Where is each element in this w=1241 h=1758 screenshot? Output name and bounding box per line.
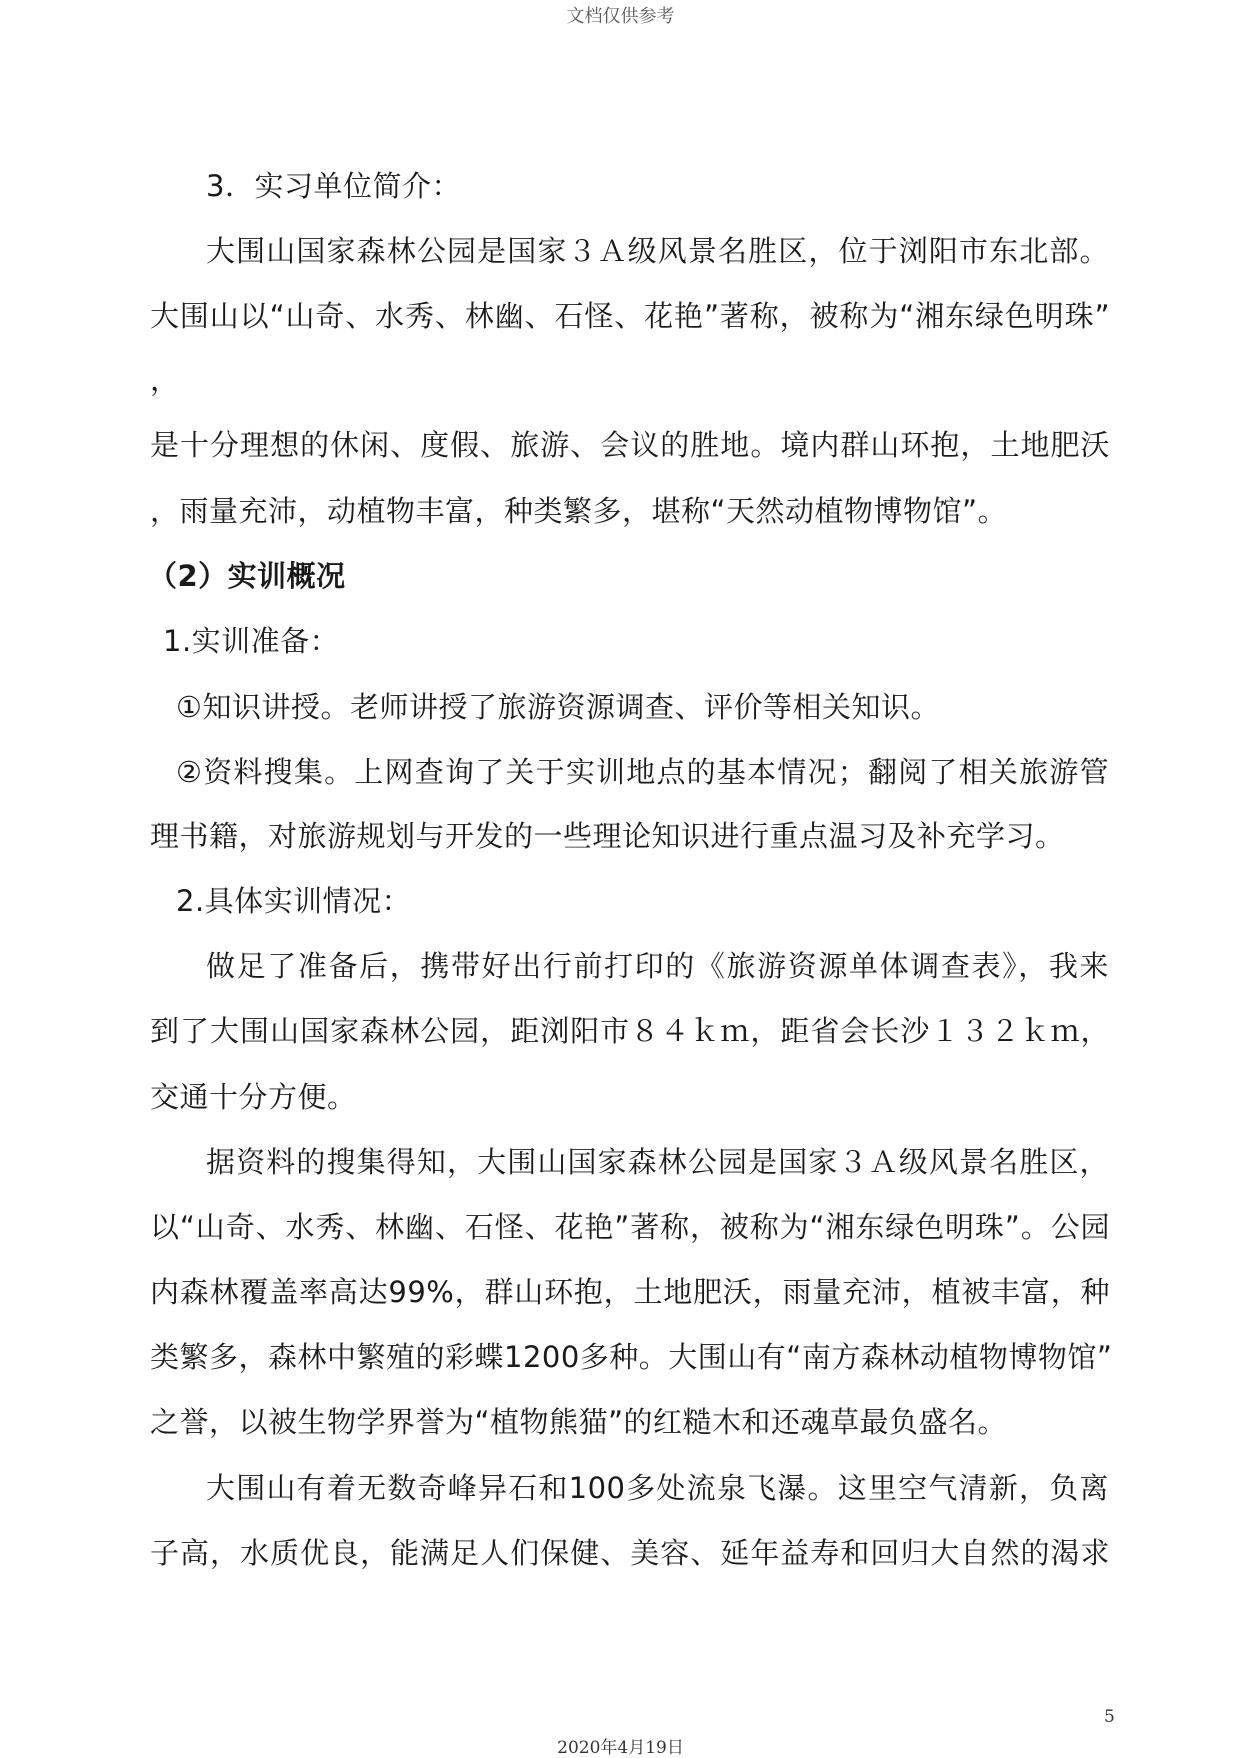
page-number: 5: [1104, 1707, 1115, 1727]
text-line: 3．实习单位简介：: [206, 169, 461, 203]
text-line: 之誉，以被生物学界誉为“植物熊猫”的红糙木和还魂草最负盛名。: [150, 1405, 1008, 1439]
section-heading: （2）实训概况: [148, 559, 346, 593]
text-line: 1.实训准备：: [163, 624, 340, 658]
text-line: 2.具体实训情况：: [176, 884, 412, 918]
text-line: 到了大围山国家森林公园，距浏阳市８４ｋｍ，距省会长沙１３２ｋｍ，: [150, 1014, 1110, 1048]
text-line: ，: [150, 363, 180, 397]
text-line: 以“山奇、水秀、林幽、石怪、花艳”著称，被称为“湘东绿色明珠”。公园: [150, 1210, 1110, 1244]
text-line: 大围山以“山奇、水秀、林幽、石怪、花艳”著称，被称为“湘东绿色明珠”: [150, 299, 1110, 333]
text-line: 内森林覆盖率高达99%，群山环抱，土地肥沃，雨量充沛，植被丰富，种: [150, 1275, 1110, 1309]
text-line: 据资料的搜集得知，大围山国家森林公园是国家３Ａ级风景名胜区，: [206, 1145, 1109, 1179]
text-line: ，雨量充沛，动植物丰富，种类繁多，堪称“天然动植物博物馆”。: [150, 494, 1008, 528]
text-line: 大围山国家森林公园是国家３Ａ级风景名胜区，位于浏阳市东北部。: [206, 234, 1109, 268]
text-line: 子高，水质优良，能满足人们保健、美容、延年益寿和回归大自然的渴求: [150, 1536, 1110, 1570]
page-header: 文档仅供参考: [566, 6, 675, 27]
text-line: 大围山有着无数奇峰异石和100多处流泉飞瀑。这里空气清新，负离: [206, 1471, 1109, 1505]
text-line: 是十分理想的休闲、度假、旅游、会议的胜地。境内群山环抱，土地肥沃: [150, 428, 1110, 462]
text-line: 交通十分方便。: [150, 1080, 357, 1114]
footer-date: 2020年4月19日: [557, 1738, 684, 1758]
text-line: 理书籍，对旅游规划与开发的一些理论知识进行重点温习及补充学习。: [150, 819, 1065, 853]
text-line: ①知识讲授。老师讲授了旅游资源调查、评价等相关知识。: [176, 690, 940, 724]
text-line: 做足了准备后，携带好出行前打印的《旅游资源单体调查表》，我来: [206, 949, 1109, 983]
text-line: ②资料搜集。上网查询了关于实训地点的基本情况；翻阅了相关旅游管: [176, 755, 1109, 789]
text-line: 类繁多，森林中繁殖的彩蝶1200多种。大围山有“南方森林动植物博物馆”: [150, 1340, 1113, 1374]
